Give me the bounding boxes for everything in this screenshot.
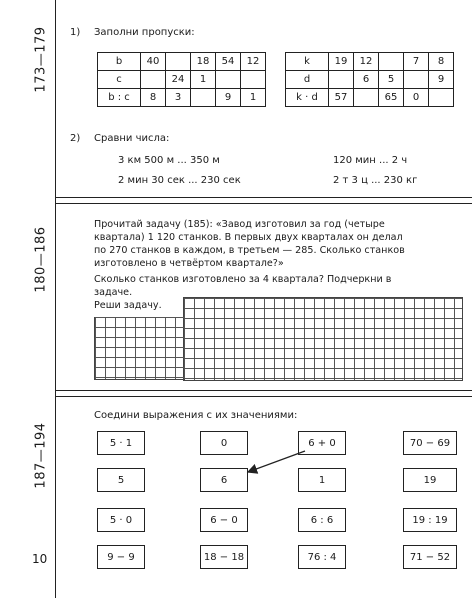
table-cell: k	[286, 53, 329, 71]
table-cell: 19	[329, 53, 354, 71]
expression-box[interactable]: 18 − 18	[200, 545, 248, 569]
task2-number: 2)	[70, 133, 81, 144]
problem-line: по 270 станков в каждом, в третьем — 285. Сколько станков	[94, 245, 405, 256]
value-box[interactable]: 5	[97, 468, 145, 492]
table-cell: 24	[166, 71, 191, 89]
table-cell: 1	[191, 71, 216, 89]
task1-title: Заполни пропуски:	[94, 27, 195, 38]
expression-box[interactable]: 19 : 19	[403, 508, 457, 532]
expression-box[interactable]: 6 : 6	[298, 508, 346, 532]
table-cell: b	[98, 53, 141, 71]
table-cell: 3	[166, 89, 191, 107]
problem-line: задаче.	[94, 287, 133, 298]
page-number: 10	[32, 552, 48, 566]
value-box[interactable]: 19	[403, 468, 457, 492]
compare-item: 2 мин 30 сек ... 230 сек	[118, 175, 241, 186]
table-cell: 12	[241, 53, 266, 71]
table-cell: 5	[379, 71, 404, 89]
expression-box[interactable]: 9 − 9	[97, 545, 145, 569]
compare-item: 2 т 3 ц ... 230 кг	[333, 175, 418, 186]
compare-item: 120 мин ... 2 ч	[333, 155, 408, 166]
table-cell: 1	[241, 89, 266, 107]
table-cell: 57	[329, 89, 354, 107]
side-label-section1: 173—179	[33, 26, 49, 93]
table-cell: c	[98, 71, 141, 89]
table-cell: 8	[429, 53, 454, 71]
table-cell: k · d	[286, 89, 329, 107]
table-cell: 12	[354, 53, 379, 71]
table-cell: 9	[429, 71, 454, 89]
expression-box[interactable]: 71 − 52	[403, 545, 457, 569]
table-cell: 7	[404, 53, 429, 71]
value-box[interactable]: 6	[200, 468, 248, 492]
problem-line: Прочитай задачу (185): «Завод изготовил за год (четыре	[94, 219, 385, 230]
task2-title: Сравни числа:	[94, 133, 170, 144]
problem-line: Реши задачу.	[94, 300, 162, 311]
table-cell: 9	[216, 89, 241, 107]
table-cell: 8	[141, 89, 166, 107]
side-label-section3: 187—194	[33, 422, 49, 489]
problem-line: изготовлено в четвёртом квартале?»	[94, 258, 284, 269]
expression-box[interactable]: 5 · 1	[97, 431, 145, 455]
problem-line: квартала) 1 120 станков. В первых двух кварталах он делал	[94, 232, 403, 243]
table-cell: 0	[404, 89, 429, 107]
problem-line: Сколько станков изготовлено за 4 квартала? Подчеркни в	[94, 274, 392, 285]
expression-box[interactable]: 70 − 69	[403, 431, 457, 455]
table-cell: b : c	[98, 89, 141, 107]
task1-number: 1)	[70, 27, 81, 38]
expression-box[interactable]: 5 · 0	[97, 508, 145, 532]
expression-box[interactable]: 6 − 0	[200, 508, 248, 532]
side-label-section2: 180—186	[33, 226, 49, 293]
table-cell: 18	[191, 53, 216, 71]
table-cell: 65	[379, 89, 404, 107]
expression-box[interactable]: 76 : 4	[298, 545, 346, 569]
table-cell: 6	[354, 71, 379, 89]
table-cell: 40	[141, 53, 166, 71]
table-cell: d	[286, 71, 329, 89]
table-cell: 54	[216, 53, 241, 71]
value-box[interactable]: 1	[298, 468, 346, 492]
matching-title: Соедини выражения с их значениями:	[94, 410, 298, 421]
expression-box[interactable]: 6 + 0	[298, 431, 346, 455]
compare-item: 3 км 500 м ... 350 м	[118, 155, 220, 166]
value-box[interactable]: 0	[200, 431, 248, 455]
